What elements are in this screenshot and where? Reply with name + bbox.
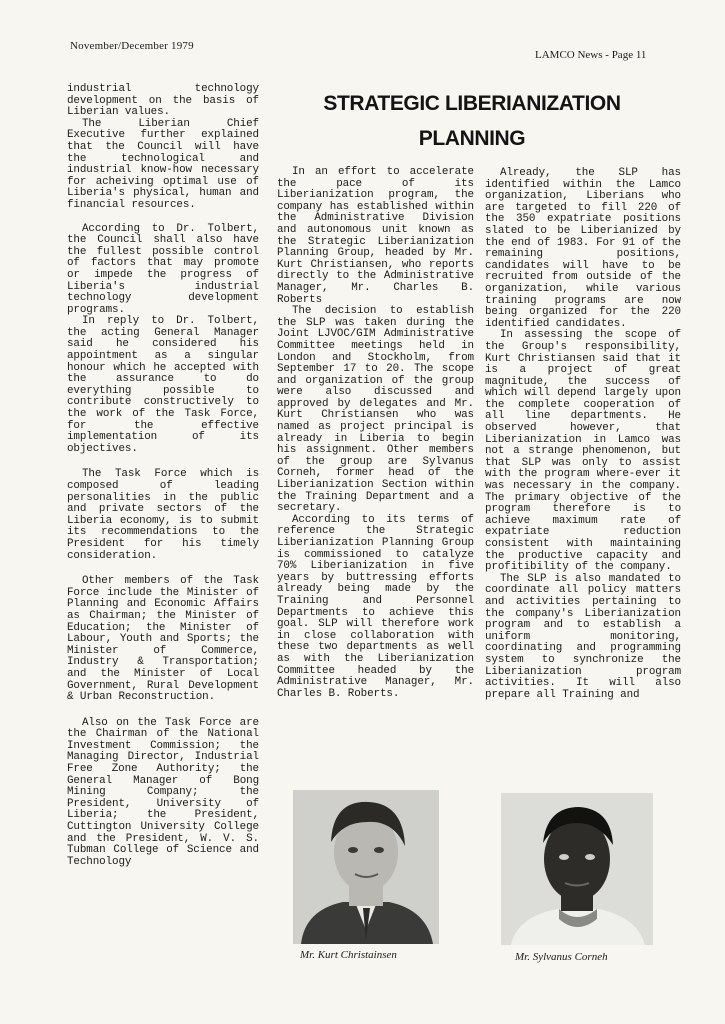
article-headline <box>282 86 662 156</box>
col2-paragraph-3: According to its terms of reference the Strategic Liberianization Planning Group is commissioned to catalyze 70% Liberianization in five years by buttressing efforts already being made by the Training and Personnel Departments to achieve this goal. SLP will therefore work in close collaboration with these two departments as well as with the Liberianization Committee headed by the Administrative Manager, Mr. Charles B. Roberts. <box>277 513 474 700</box>
portrait-right-image <box>501 793 653 945</box>
col1-paragraph-6: Other members of the Task Force include the Minister of Planning and Economic Affairs as Chairman; the Minister of Education; the Minister of Labour, Youth and Sports; the Minister of Commerce, Industry & Transportation; and the Minister of Local Government, Rural Development & Urban Reconstruction. <box>67 575 259 704</box>
page-publication: LAMCO News - Page 11 <box>535 49 647 61</box>
column-3 <box>485 168 681 711</box>
col1-paragraph-1: industrial technology development on the basis of Liberian values. <box>67 83 259 119</box>
photo-sylvanus-corneh <box>501 793 653 945</box>
caption-sylvanus-corneh: Mr. Sylvanus Corneh <box>515 951 608 963</box>
caption-kurt-christiansen: Mr. Kurt Christainsen <box>300 949 397 961</box>
col3-paragraph-3: The SLP is also mandated to coordinate all policy matters and activities pertaining to the company's Liberianization program and to establish a uniform monitoring, coordinating and programming system to synchronize the Liberianization program activities. It will also prepare all Training and <box>485 572 681 701</box>
col3-paragraph-1: Already, the SLP has identified within the Lamco organization, Liberians who are targeted to fill 220 of the 350 expatriate positions slated to be Liberianized by the end of 1983. For 91 of the remaining positions, candidates will have to be recruited from outside of the organization, while various training programs are now being organized for the 220 identified candidates. <box>485 167 681 330</box>
photo-kurt-christiansen <box>293 790 439 944</box>
col1-paragraph-7: Also on the Task Force are the Chairman of the National Investment Commission; the Managing Director, Industrial Free Zone Authority; the General Manager of Bong Mining Company; the President, University of Liberia; the President, Cuttington University College and the President, W. V. S. Tubman College of Science and Technology <box>67 716 259 868</box>
col2-paragraph-2: The decision to establish the SLP was taken during the Joint LJVOC/GIM Administrative Committee meetings held in London and Stockholm, from September 17 to 20. The scope and organization of the group were also discussed and approved by delegates and Mr. Kurt Christiansen who was named as project principal is already in Liberia to begin his assignment. Other members of the group are Sylvanus Corneh, former head of the Liberianization Section within the Training Department and a secretary. <box>277 305 474 515</box>
col3-paragraph-2: In assessing the scope of the Group's responsibility, Kurt Christiansen said that it is a project of great magnitude, the success of which will depend largely upon the complete cooperation of all line departments. He observed however, that Liberianization in Lamco was not a strange phenomenon, but that SLP was only to assist with the program where-ever it was necessary in the company. The primary objective of the program therefore is to achieve maximum rate of expatriate reduction consistent with maintaining the productive capacity and profitibility of the company. <box>485 329 681 574</box>
col1-paragraph-4: In reply to Dr. Tolbert, the acting General Manager said he considered his appointment as a singular honour which he accepted with the assurance to do everything possible to contribute constructively to the work of the Task Force, for the effective implementation of its objectives. <box>67 315 259 455</box>
col1-paragraph-5: The Task Force which is composed of leading personalities in the public and private sectors of the Liberia economy, is to submit its recommendations to the President for his timely consideration. <box>67 468 259 562</box>
headline-line-1: STRATEGIC LIBERIANIZATION <box>323 92 621 115</box>
col1-paragraph-3: According to Dr. Tolbert, the Council shall also have the fullest possible control of factors that may promote or impede the progress of Liberia's industrial technology development programs. <box>67 222 259 316</box>
portrait-left-image <box>293 790 439 944</box>
page-date: November/December 1979 <box>70 40 194 52</box>
col1-paragraph-2: The Liberian Chief Executive further explained that the Council will have the technological and industrial know-how necessary for acheiving optimal use of Liberia's physical, human and financial resources. <box>67 117 259 211</box>
column-1 <box>67 84 259 878</box>
headline-line-2: PLANNING <box>418 127 526 150</box>
col2-paragraph-1: In an effort to accelerate the pace of its Liberianization program, the company has established within the Administrative Division and autonomous unit known as the Strategic Liberianization Planning Group, headed by Mr. Kurt Christiansen, who reports directly to the Administrative Manager, Mr. Charles B. Roberts <box>277 166 474 306</box>
column-2 <box>277 167 474 710</box>
